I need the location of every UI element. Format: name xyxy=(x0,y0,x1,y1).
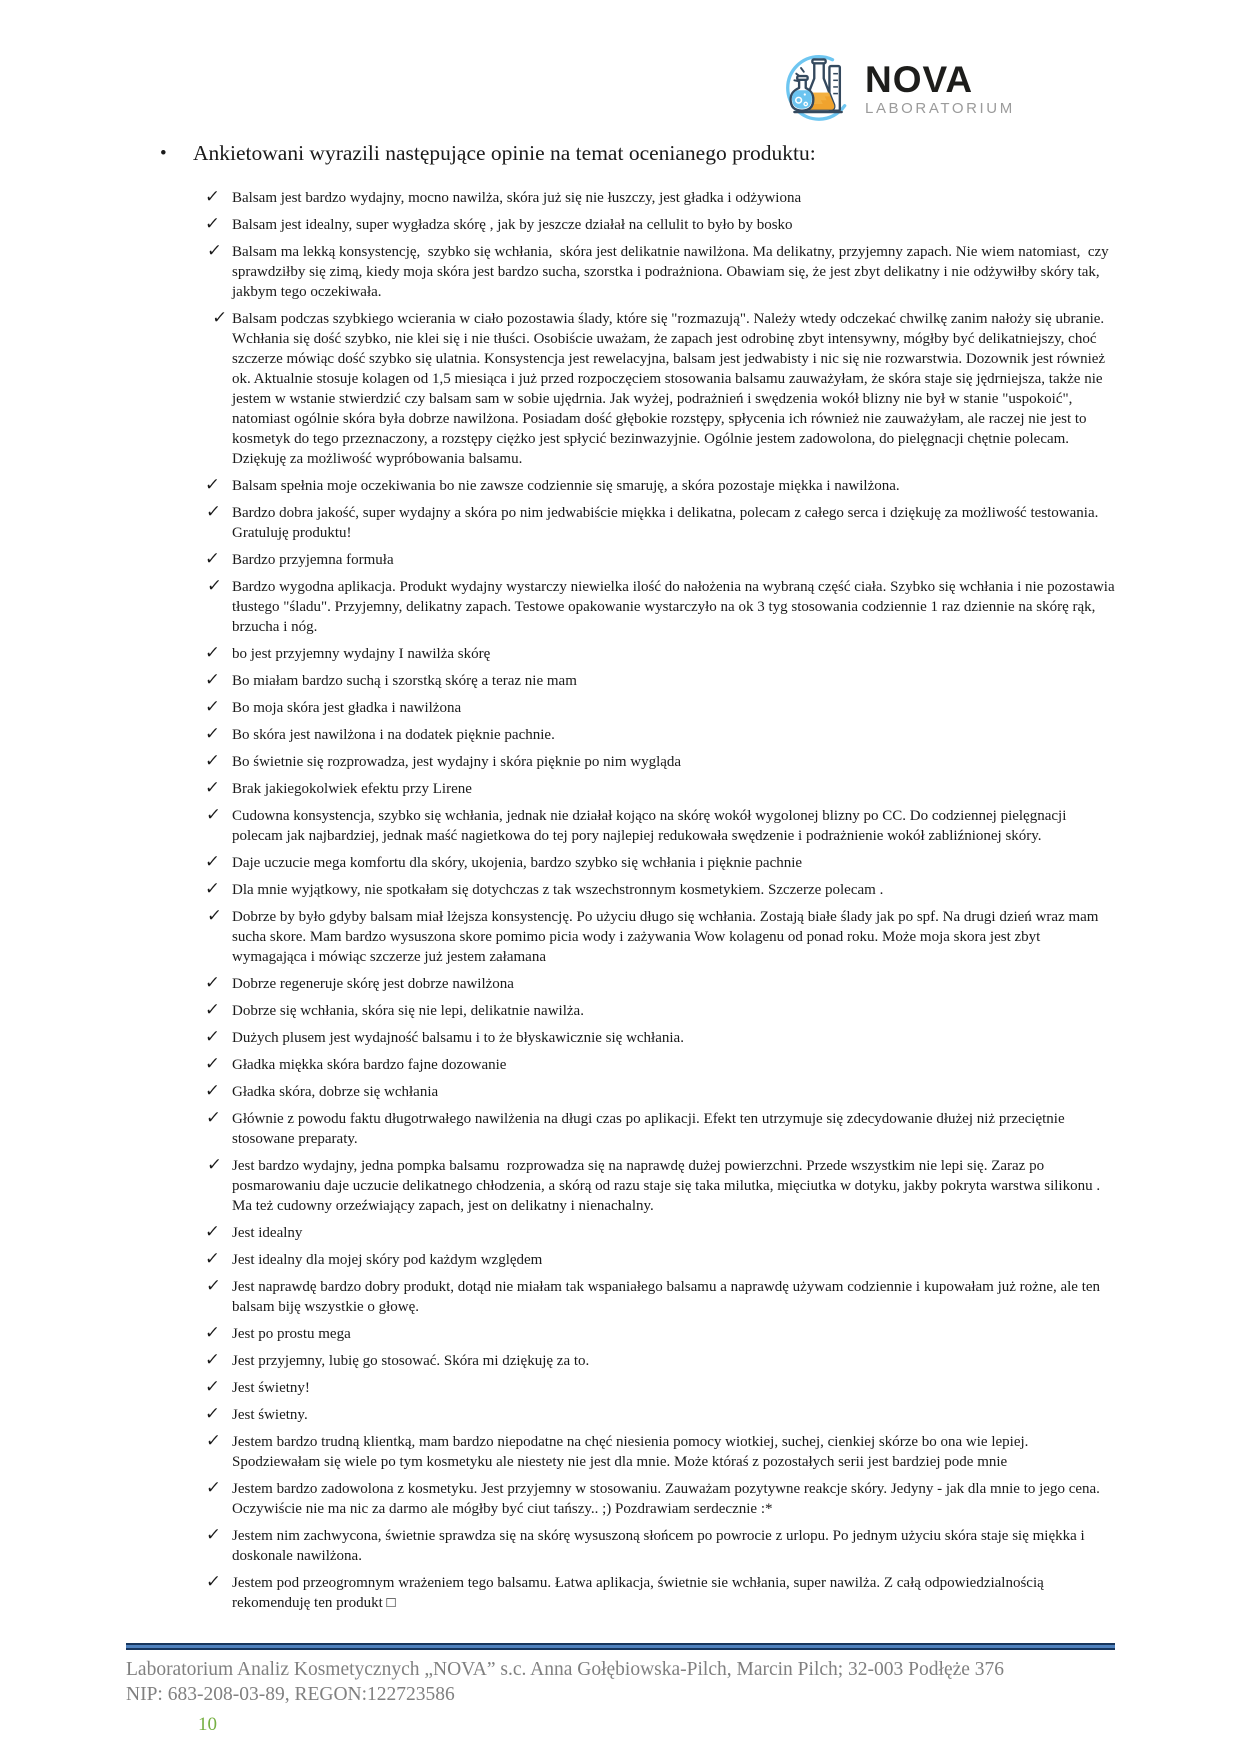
footer-nip-regon-line: NIP: 683-208-03-89, REGON:122723586 xyxy=(126,1684,455,1706)
checkmark-icon: ✓ xyxy=(205,1107,222,1128)
opinion-text: Brak jakiegokolwiek efektu przy Lirene xyxy=(232,780,472,797)
opinion-item xyxy=(205,1405,1115,1425)
opinion-item xyxy=(205,806,1115,846)
page-footer xyxy=(126,1643,1115,1736)
checkmark-icon: ✓ xyxy=(204,213,221,234)
opinion-text: Jest świetny! xyxy=(232,1379,310,1396)
opinion-item xyxy=(205,1055,1115,1075)
opinion-item xyxy=(205,575,1119,637)
lab-flasks-icon xyxy=(783,50,855,127)
checkmark-icon: ✓ xyxy=(204,851,221,872)
checkmark-icon: ✓ xyxy=(204,972,221,993)
opinion-item xyxy=(205,1277,1115,1317)
opinion-text: Daje uczucie mega komfortu dla skóry, ukojenia, bardzo szybko się wchłania i pięknie pachnie xyxy=(232,854,803,871)
opinion-item xyxy=(205,725,1115,745)
checkmark-icon: ✓ xyxy=(204,750,221,771)
checkmark-icon: ✓ xyxy=(204,1376,221,1397)
checkmark-icon: ✓ xyxy=(204,1026,221,1047)
checkmark-icon: ✓ xyxy=(204,548,221,569)
opinion-item xyxy=(205,1156,1115,1216)
opinion-item xyxy=(205,1109,1115,1149)
opinion-text: Jest idealny xyxy=(232,1224,303,1241)
opinion-item xyxy=(205,1573,1115,1613)
footer-company-line: Laboratorium Analiz Kosmetycznych „NOVA” s.c. Anna Gołębiowska-Pilch, Marcin Pilch; 32-003 Podłęże 376 xyxy=(126,1659,1005,1680)
page-number: 10 xyxy=(198,1713,217,1735)
checkmark-icon: ✓ xyxy=(204,1080,221,1101)
opinion-text: Balsam jest bardzo wydajny, mocno nawilża, skóra już się nie łuszczy, jest gładka i odżywiona xyxy=(232,189,802,206)
opinion-item xyxy=(205,1001,1115,1021)
opinion-text: Bo świetnie się rozprowadza, jest wydajny i skóra pięknie po nim wygląda xyxy=(232,753,682,770)
logo-name: NOVA xyxy=(865,59,974,100)
heading-text: Ankietowani wyrazili następujące opinie na temat ocenianego produktu: xyxy=(193,141,816,165)
opinion-text: Cudowna konsystencja, szybko się wchłania, jednak nie działał kojąco na skórę wokół wygolonej blizny po CC. Do codziennej pielęgnacji polecam jak najbardziej, jednak maść nagietkowa do tej pory najlepiej redukowała swędzenie i podrażnienie wokół zabliźnionej skóry. xyxy=(232,807,1071,844)
opinions-list xyxy=(150,186,1119,1613)
checkmark-icon: ✓ xyxy=(204,1221,221,1242)
checkmark-icon: ✓ xyxy=(205,1571,222,1592)
opinion-text: Bardzo wygodna aplikacja. Produkt wydajny wystarczy niewielka ilość do nałożenia na wybraną część ciała. Szybko się wchłania i nie pozostawia tłustego "śladu". Przyjemny, delikatny zapach. Testowe opakowanie wystarczyło na ok 3 tyg stosowania codziennie 1 raz dziennie na skórę rąk, brzucha i nóg. xyxy=(232,578,1119,635)
checkmark-icon: ✓ xyxy=(205,501,222,522)
opinion-text: Bardzo dobra jakość, super wydajny a skóra po nim jedwabiście miękka i delikatna, polecam z całego serca i dziękuję za możliwość testowania. Gratuluję produktu! xyxy=(232,504,1103,541)
opinion-item xyxy=(205,215,1115,235)
opinion-item xyxy=(205,907,1115,967)
opinion-text: Gładka miękka skóra bardzo fajne dozowanie xyxy=(232,1056,507,1073)
opinion-item xyxy=(205,752,1115,772)
opinion-item xyxy=(205,880,1115,900)
opinion-text: Dobrze regeneruje skórę jest dobrze nawilżona xyxy=(232,975,514,992)
opinion-item xyxy=(205,503,1115,543)
section-heading xyxy=(150,141,1115,167)
opinion-item xyxy=(205,1526,1115,1566)
opinion-item xyxy=(205,853,1115,873)
opinion-item xyxy=(205,1250,1115,1270)
opinion-item xyxy=(205,1432,1115,1472)
checkmark-icon: ✓ xyxy=(206,1154,223,1175)
opinion-item xyxy=(205,476,1115,496)
opinion-item xyxy=(205,1324,1115,1344)
checkmark-icon: ✓ xyxy=(204,1349,221,1370)
main-content xyxy=(150,141,1119,1620)
checkmark-icon: ✓ xyxy=(204,696,221,717)
checkmark-icon: ✓ xyxy=(206,905,223,926)
checkmark-icon: ✓ xyxy=(211,307,228,328)
opinion-item xyxy=(205,309,1115,469)
bullet-icon: • xyxy=(160,143,167,164)
opinion-text: Jest idealny dla mojej skóry pod każdym względem xyxy=(232,1251,543,1268)
opinion-text: Balsam podczas szybkiego wcierania w ciało pozostawia ślady, które się "rozmazują". Należy wtedy odczekać chwilkę zanim nałoży się ubranie. Wchłania się dość szybko, nie klei się i nie tłuści. Osobiście uważam, że zapach jest odrobinę zbyt intensywny, mógłby być delikatniejszy, choć szczerze mówiąc dość szybko się ulatnia. Konsystencja jest rewelacyjna, balsam jest jedwabisty i nic się nie rozwarstwia. Dozownik jest również ok. Aktualnie stosuje kolagen od 1,5 miesiąca i już przed rozpoczęciem stosowania balsamu zauważyłam, że skóra staje się jędrniejsza, także nie jestem w wstanie stwierdzić czy balsam sam w sobie ujędrnia. Jak wyżej, podrażnień i swędzenia wokół blizny nie był w stanie "uspokoić", natomiast ogólnie skóra była dobrze nawilżona. Posiadam dość głębokie rozstępy, spłycenia ich również nie zauważyłam, ale raczej nie jest to kosmetyk do tego przeznaczony, a rozstępy ciężko jest spłycić bezinwazyjnie. Ogólnie jestem zadowolona, do pielęgnacji chętnie polecam. Dziękuję za możliwość wypróbowania balsamu. xyxy=(232,310,1109,467)
opinion-text: Dla mnie wyjątkowy, nie spotkałam się dotychczas z tak wszechstronnym kosmetykiem. Szczerze polecam . xyxy=(232,881,884,898)
checkmark-icon: ✓ xyxy=(204,999,221,1020)
checkmark-icon: ✓ xyxy=(205,1430,222,1451)
opinion-text: Jest świetny. xyxy=(232,1406,308,1423)
opinion-item xyxy=(205,671,1115,691)
opinion-item xyxy=(205,1351,1115,1371)
checkmark-icon: ✓ xyxy=(204,1403,221,1424)
opinion-item xyxy=(205,1028,1115,1048)
opinion-text: Bardzo przyjemna formuła xyxy=(232,551,394,568)
opinion-text: bo jest przyjemny wydajny I nawilża skórę xyxy=(232,645,491,662)
checkmark-icon: ✓ xyxy=(204,723,221,744)
opinion-text: Jestem bardzo zadowolona z kosmetyku. Jest przyjemny w stosowaniu. Zauważam pozytywne reakcje skóry. Jedyny - jak dla mnie to jego cena. Oczywiście nie ma nic za darmo ale mógłby być ciut tańszy.. ;) Pozdrawiam serdecznie :* xyxy=(232,1480,1104,1517)
opinion-text: Głównie z powodu faktu długotrwałego nawilżenia na długi czas po aplikacji. Efekt ten utrzymuje się zdecydowanie dłużej niż przeciętnie stosowane preparaty. xyxy=(232,1110,1069,1147)
opinion-text: Bo skóra jest nawilżona i na dodatek pięknie pachnie. xyxy=(232,726,555,743)
opinion-text: Dużych plusem jest wydajność balsamu i to że błyskawicznie się wchłania. xyxy=(232,1029,684,1046)
opinion-text: Jestem bardzo trudną klientką, mam bardzo niepodatne na chęć niesienia pomocy wiotkiej, suchej, cienkiej skórze bo ona wie lepiej. Spodziewałam się wiele po tym kosmetyku ale niestety nie jest dla mnie. Może któraś z pozostałych serii jest bardziej pode mnie xyxy=(232,1433,1033,1470)
opinion-item xyxy=(205,550,1115,570)
opinion-text: Jest bardzo wydajny, jedna pompka balsamu rozprowadza się na naprawdę dużej powierzchni. Przede wszystkim nie lepi się. Zaraz po posmarowaniu daje uczucie delikatnego chłodzenia, a skórą od razu staje się taka milutka, mięciutka w dotyku, jakby pokryta warstwa silikonu . Ma też cudowny orzeźwiający zapach, jest on delikatny i nienachalny. xyxy=(232,1157,1104,1214)
checkmark-icon: ✓ xyxy=(204,1053,221,1074)
opinion-text: Dobrze się wchłania, skóra się nie lepi, delikatnie nawilża. xyxy=(232,1002,584,1019)
opinion-text: Jest naprawdę bardzo dobry produkt, dotąd nie miałam tak wspaniałego balsamu a naprawdę używam codziennie i kupowałam już rożne, ale ten balsam biję wszystkie o głowę. xyxy=(232,1278,1104,1315)
opinion-item xyxy=(205,1082,1115,1102)
opinion-item xyxy=(205,1223,1115,1243)
opinion-item xyxy=(205,974,1115,994)
opinion-item xyxy=(205,779,1115,799)
opinion-text: Jestem pod przeogromnym wrażeniem tego balsamu. Łatwa aplikacja, świetnie sie wchłania, super nawilża. Z całą odpowiedzialnością rekomenduję ten produkt □ xyxy=(232,1574,1048,1611)
checkmark-icon: ✓ xyxy=(204,777,221,798)
opinion-item xyxy=(205,698,1115,718)
logo-subtitle: LABORATORIUM xyxy=(865,100,1015,117)
opinion-text: Gładka skóra, dobrze się wchłania xyxy=(232,1083,439,1100)
nova-logo xyxy=(783,50,1015,127)
checkmark-icon: ✓ xyxy=(204,186,221,207)
checkmark-icon: ✓ xyxy=(206,575,223,596)
opinion-item xyxy=(205,644,1115,664)
opinion-text: Dobrze by było gdyby balsam miał lżejsza konsystencję. Po użyciu długo się wchłania. Zostają białe ślady jak po spf. Na drugi dzień wraz mam sucha skore. Mam bardzo wysuszona skore pomimo picia wody i zażywania Wow kolagenu od ponad roku. Może moja skora jest zbyt wymagająca i mówiąc szczerze już jestem załamana xyxy=(232,908,1103,965)
opinion-item xyxy=(205,1378,1115,1398)
opinion-text: Balsam spełnia moje oczekiwania bo nie zawsze codziennie się smaruję, a skóra pozostaje miękka i nawilżona. xyxy=(232,477,900,494)
opinion-item xyxy=(205,1479,1115,1519)
opinion-text: Balsam jest idealny, super wygładza skórę , jak by jeszcze działał na cellulit to było by bosko xyxy=(232,216,793,233)
checkmark-icon: ✓ xyxy=(205,1477,222,1498)
opinion-text: Bo moja skóra jest gładka i nawilżona xyxy=(232,699,462,716)
checkmark-icon: ✓ xyxy=(204,669,221,690)
opinion-text: Bo miałam bardzo suchą i szorstką skórę a teraz nie mam xyxy=(232,672,577,689)
checkmark-icon: ✓ xyxy=(206,240,223,261)
checkmark-icon: ✓ xyxy=(204,474,221,495)
checkmark-icon: ✓ xyxy=(205,804,222,825)
opinion-text: Balsam ma lekką konsystencję, szybko się wchłania, skóra jest delikatnie nawilżona. Ma delikatny, przyjemny zapach. Nie wiem natomiast, czy sprawdziłby się zimą, kiedy moja skóra jest bardzo sucha, szorstka i podrażniona. Obawiam się, że jest zbyt delikatny i nie odżywiłby skóry tak, jakbym tego oczekiwała. xyxy=(232,243,1113,300)
checkmark-icon: ✓ xyxy=(204,1248,221,1269)
footer-divider xyxy=(126,1643,1115,1650)
opinion-item xyxy=(205,188,1115,208)
opinion-text: Jest po prostu mega xyxy=(232,1325,351,1342)
checkmark-icon: ✓ xyxy=(204,1322,221,1343)
checkmark-icon: ✓ xyxy=(204,878,221,899)
opinion-text: Jestem nim zachwycona, świetnie sprawdza się na skórę wysuszoną słońcem po powrocie z urlopu. Po jednym użyciu skóra staje się miękka i doskonale nawilżona. xyxy=(232,1527,1089,1564)
checkmark-icon: ✓ xyxy=(204,642,221,663)
opinion-item xyxy=(205,242,1115,302)
checkmark-icon: ✓ xyxy=(205,1524,222,1545)
checkmark-icon: ✓ xyxy=(205,1275,222,1296)
opinion-text: Jest przyjemny, lubię go stosować. Skóra mi dziękuję za to. xyxy=(232,1352,590,1369)
